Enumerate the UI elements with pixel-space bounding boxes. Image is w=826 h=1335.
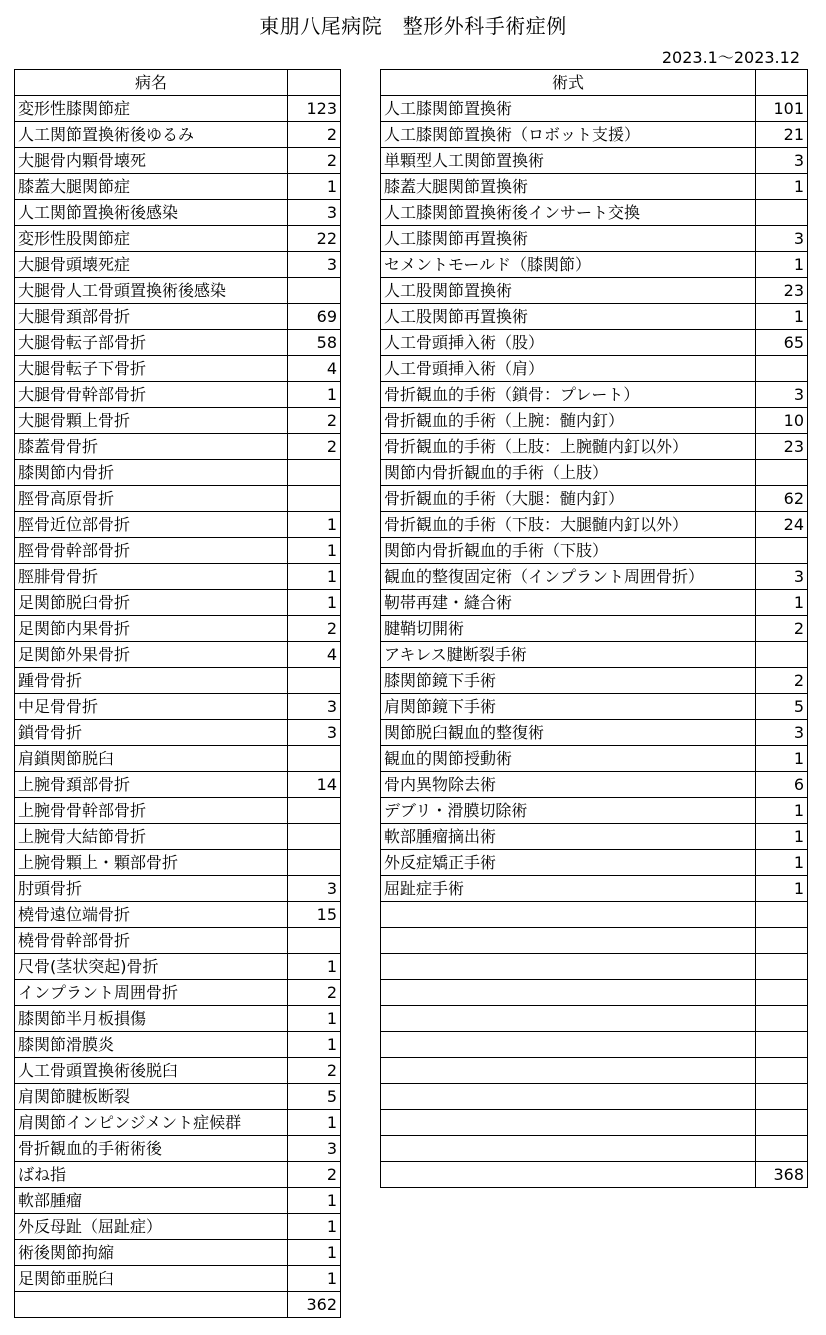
table-row [15,512,341,538]
diagnosis-count-cell [288,850,341,876]
procedure-name-cell [381,928,756,954]
diagnosis-name-cell: 大腿骨頭壊死症 [15,252,288,278]
procedure-name-cell [381,954,756,980]
diagnosis-name-cell: 踵骨骨折 [15,668,288,694]
table-row [381,304,808,330]
procedure-count-cell [756,1084,808,1110]
diagnosis-count-cell: 2 [288,1058,341,1084]
table-row [381,538,808,564]
diagnosis-name-cell: 人工骨頭置換術後脱臼 [15,1058,288,1084]
procedure-count-cell: 1 [756,252,808,278]
table-row [15,278,341,304]
diagnosis-count-cell: 4 [288,356,341,382]
diagnosis-count-cell: 58 [288,330,341,356]
diagnosis-name-cell: 膝関節内骨折 [15,460,288,486]
procedure-name-cell [381,902,756,928]
diagnosis-count-cell: 1 [288,1214,341,1240]
diagnosis-name-cell: 大腿骨頚部骨折 [15,304,288,330]
procedure-name-cell [381,980,756,1006]
table-row [15,1240,341,1266]
procedure-name-cell [381,1032,756,1058]
diagnosis-name-cell: 足関節外果骨折 [15,642,288,668]
procedure-name-cell [381,1058,756,1084]
diagnosis-name-cell: 外反母趾（屈趾症） [15,1214,288,1240]
table-row [15,1136,341,1162]
diagnosis-total-label-cell [15,1292,288,1318]
diagnosis-count-cell: 3 [288,252,341,278]
procedure-count-cell: 1 [756,798,808,824]
table-row [15,538,341,564]
diagnosis-name-cell: 中足骨骨折 [15,694,288,720]
diagnosis-count-cell: 4 [288,642,341,668]
table-row [15,252,341,278]
procedure-total-value: 368 [756,1162,808,1188]
procedure-name-cell: 人工骨頭挿入術（股） [381,330,756,356]
diagnosis-name-cell: 足関節脱臼骨折 [15,590,288,616]
diagnosis-total-value: 362 [288,1292,341,1318]
diagnosis-table [14,69,341,1318]
diagnosis-name-cell: 骨折観血的手術術後 [15,1136,288,1162]
procedure-name-cell: 骨折観血的手術（鎖骨：プレート） [381,382,756,408]
procedure-count-cell [756,200,808,226]
diagnosis-name-cell: 尺骨(茎状突起)骨折 [15,954,288,980]
diagnosis-count-cell: 123 [288,96,341,122]
procedure-count-cell [756,1006,808,1032]
table-row [15,148,341,174]
diagnosis-name-cell: 橈骨骨幹部骨折 [15,928,288,954]
diagnosis-total-row [15,1292,341,1318]
procedure-count-cell: 3 [756,382,808,408]
procedure-name-cell: 膝蓋大腿関節置換術 [381,174,756,200]
table-row [381,616,808,642]
table-row [15,1110,341,1136]
diagnosis-name-cell: 大腿骨内顆骨壊死 [15,148,288,174]
procedure-name-cell: 外反症矯正手術 [381,850,756,876]
table-row [381,980,808,1006]
table-row [15,1266,341,1292]
table-row [15,304,341,330]
table-row [15,1032,341,1058]
table-row [15,96,341,122]
table-row [381,590,808,616]
table-row [15,1006,341,1032]
procedure-count-cell [756,1110,808,1136]
diagnosis-header-cell: 病名 [15,70,288,96]
procedure-name-cell: 骨折観血的手術（下肢：大腿髄内釘以外） [381,512,756,538]
table-row [15,226,341,252]
diagnosis-count-cell: 1 [288,1188,341,1214]
table-row [15,1214,341,1240]
table-row [15,434,341,460]
diagnosis-name-cell: 足関節内果骨折 [15,616,288,642]
procedure-count-cell: 62 [756,486,808,512]
table-row [381,850,808,876]
table-row [381,798,808,824]
table-row [15,954,341,980]
table-row [15,1162,341,1188]
diagnosis-count-cell: 14 [288,772,341,798]
diagnosis-name-cell: 肘頭骨折 [15,876,288,902]
procedure-name-cell [381,1110,756,1136]
diagnosis-name-cell: 変形性股関節症 [15,226,288,252]
table-row [381,486,808,512]
procedure-name-cell: 骨折観血的手術（上腕：髄内釘） [381,408,756,434]
diagnosis-count-cell: 3 [288,694,341,720]
diagnosis-count-cell: 69 [288,304,341,330]
diagnosis-count-cell: 1 [288,382,341,408]
procedure-count-cell [756,980,808,1006]
table-row [381,148,808,174]
procedure-name-cell: 人工膝関節置換術（ロボット支援） [381,122,756,148]
diagnosis-count-cell [288,928,341,954]
diagnosis-count-cell: 22 [288,226,341,252]
diagnosis-name-cell: 変形性膝関節症 [15,96,288,122]
procedure-count-cell: 3 [756,148,808,174]
table-row [15,200,341,226]
diagnosis-count-cell: 2 [288,616,341,642]
diagnosis-count-cell: 2 [288,980,341,1006]
diagnosis-count-cell [288,486,341,512]
procedure-count-cell: 1 [756,590,808,616]
table-row [15,616,341,642]
procedure-name-cell: 骨内異物除去術 [381,772,756,798]
table-row [15,590,341,616]
procedure-name-cell: 腱鞘切開術 [381,616,756,642]
table-row [381,382,808,408]
diagnosis-count-cell: 1 [288,1006,341,1032]
procedure-count-cell [756,642,808,668]
procedure-header-row [381,70,808,96]
diagnosis-name-cell: ばね指 [15,1162,288,1188]
diagnosis-name-cell: 肩鎖関節脱臼 [15,746,288,772]
diagnosis-name-cell: 上腕骨大結節骨折 [15,824,288,850]
procedure-name-cell [381,1136,756,1162]
procedure-name-cell: 関節内骨折観血的手術（上肢） [381,460,756,486]
table-row [381,330,808,356]
procedure-name-cell: 屈趾症手術 [381,876,756,902]
table-row [381,460,808,486]
diagnosis-count-cell [288,460,341,486]
diagnosis-count-cell: 2 [288,1162,341,1188]
diagnosis-name-cell: 大腿骨人工骨頭置換術後感染 [15,278,288,304]
table-row [381,1006,808,1032]
table-row [381,668,808,694]
diagnosis-name-cell: 鎖骨骨折 [15,720,288,746]
procedure-name-cell: 人工膝関節置換術 [381,96,756,122]
procedure-name-cell: 人工股関節置換術 [381,278,756,304]
table-row [15,460,341,486]
table-row [381,928,808,954]
table-row [381,434,808,460]
table-row [381,1110,808,1136]
table-row [15,382,341,408]
table-row [381,174,808,200]
procedure-count-cell [756,954,808,980]
diagnosis-count-cell: 15 [288,902,341,928]
procedure-name-cell: 肩関節鏡下手術 [381,694,756,720]
table-row [15,642,341,668]
diagnosis-count-cell: 1 [288,564,341,590]
diagnosis-name-cell: 脛腓骨骨折 [15,564,288,590]
procedure-name-cell: 単顆型人工関節置換術 [381,148,756,174]
table-row [15,876,341,902]
table-row [381,720,808,746]
table-row [15,850,341,876]
table-row [15,798,341,824]
procedure-name-cell: 軟部腫瘤摘出術 [381,824,756,850]
diagnosis-count-cell: 1 [288,174,341,200]
diagnosis-count-cell: 1 [288,1110,341,1136]
table-row [381,642,808,668]
procedure-name-cell [381,1006,756,1032]
procedure-count-cell: 3 [756,226,808,252]
diagnosis-name-cell: 上腕骨骨幹部骨折 [15,798,288,824]
diagnosis-count-cell [288,668,341,694]
table-row [15,720,341,746]
table-row [15,356,341,382]
table-row [15,174,341,200]
diagnosis-count-cell: 3 [288,720,341,746]
procedure-count-cell [756,1058,808,1084]
diagnosis-name-cell: 橈骨遠位端骨折 [15,902,288,928]
table-row [381,772,808,798]
procedure-count-cell [756,1136,808,1162]
table-row [15,980,341,1006]
procedure-count-cell: 5 [756,694,808,720]
procedure-name-cell: 骨折観血的手術（上肢：上腕髄内釘以外） [381,434,756,460]
table-row [15,1058,341,1084]
procedure-name-cell: アキレス腱断裂手術 [381,642,756,668]
procedure-count-cell: 65 [756,330,808,356]
procedure-count-cell: 2 [756,616,808,642]
procedure-name-cell: セメントモールド（膝関節） [381,252,756,278]
procedure-total-label-cell [381,1162,756,1188]
table-row [15,330,341,356]
procedure-name-cell: 関節脱臼観血的整復術 [381,720,756,746]
procedure-name-cell: 骨折観血的手術（大腿：髄内釘） [381,486,756,512]
table-row [15,824,341,850]
procedure-name-cell: 人工膝関節置換術後インサート交換 [381,200,756,226]
period-label: 2023.1～2023.12 [661,48,800,67]
procedure-count-cell: 23 [756,278,808,304]
procedure-count-cell: 3 [756,564,808,590]
table-row [15,746,341,772]
diagnosis-name-cell: 上腕骨頚部骨折 [15,772,288,798]
diagnosis-name-cell: 膝蓋骨骨折 [15,434,288,460]
diagnosis-name-cell: 大腿骨顆上骨折 [15,408,288,434]
table-row [15,486,341,512]
diagnosis-name-cell: 脛骨高原骨折 [15,486,288,512]
procedure-count-cell: 24 [756,512,808,538]
diagnosis-count-cell: 1 [288,538,341,564]
table-row [381,356,808,382]
table-row [381,1058,808,1084]
procedure-name-cell: 靭帯再建・縫合術 [381,590,756,616]
diagnosis-name-cell: 人工関節置換術後ゆるみ [15,122,288,148]
table-row [381,694,808,720]
procedure-count-cell: 10 [756,408,808,434]
procedure-name-cell: 観血的整復固定術（インプラント周囲骨折） [381,564,756,590]
procedure-name-cell: デブリ・滑膜切除術 [381,798,756,824]
diagnosis-header-row [15,70,341,96]
procedure-count-cell [756,538,808,564]
diagnosis-name-cell: 人工関節置換術後感染 [15,200,288,226]
table-row [15,694,341,720]
procedure-name-cell: 人工骨頭挿入術（肩） [381,356,756,382]
diagnosis-name-cell: 肩関節腱板断裂 [15,1084,288,1110]
table-row [381,512,808,538]
diagnosis-name-cell: 術後関節拘縮 [15,1240,288,1266]
page-title: 東朋八尾病院 整形外科手術症例 [259,14,567,38]
table-row [15,408,341,434]
procedure-count-cell: 23 [756,434,808,460]
table-row [381,200,808,226]
diagnosis-count-cell: 2 [288,408,341,434]
diagnosis-count-cell [288,824,341,850]
procedure-total-row [381,1162,808,1188]
diagnosis-count-cell: 2 [288,148,341,174]
diagnosis-name-cell: 肩関節インピンジメント症候群 [15,1110,288,1136]
diagnosis-count-cell: 3 [288,200,341,226]
procedure-count-cell [756,460,808,486]
table-row [15,772,341,798]
procedure-count-cell [756,902,808,928]
procedure-name-cell [381,1084,756,1110]
table-row [15,902,341,928]
procedure-name-cell: 膝関節鏡下手術 [381,668,756,694]
diagnosis-name-cell: 大腿骨骨幹部骨折 [15,382,288,408]
diagnosis-name-cell: 脛骨近位部骨折 [15,512,288,538]
procedure-table [380,69,808,1188]
procedure-count-cell: 6 [756,772,808,798]
table-row [381,408,808,434]
diagnosis-name-cell: 脛骨骨幹部骨折 [15,538,288,564]
diagnosis-count-cell: 1 [288,1240,341,1266]
procedure-header-cell [756,70,808,96]
table-row [381,564,808,590]
diagnosis-name-cell: 大腿骨転子部骨折 [15,330,288,356]
table-row [381,954,808,980]
table-row [381,1084,808,1110]
procedure-count-cell [756,928,808,954]
procedure-count-cell: 1 [756,876,808,902]
procedure-count-cell: 1 [756,850,808,876]
procedure-count-cell [756,356,808,382]
diagnosis-count-cell: 2 [288,122,341,148]
procedure-name-cell: 人工股関節再置換術 [381,304,756,330]
procedure-count-cell: 1 [756,304,808,330]
diagnosis-count-cell: 1 [288,512,341,538]
table-row [381,252,808,278]
diagnosis-count-cell: 1 [288,954,341,980]
procedure-count-cell: 3 [756,720,808,746]
procedure-count-cell: 21 [756,122,808,148]
table-row [15,1188,341,1214]
diagnosis-name-cell: 足関節亜脱臼 [15,1266,288,1292]
table-row [381,746,808,772]
diagnosis-count-cell [288,278,341,304]
diagnosis-count-cell [288,798,341,824]
table-row [15,1084,341,1110]
table-row [381,1032,808,1058]
procedure-count-cell: 101 [756,96,808,122]
procedure-count-cell: 1 [756,824,808,850]
table-row [15,564,341,590]
diagnosis-name-cell: 上腕骨顆上・顆部骨折 [15,850,288,876]
table-row [15,928,341,954]
procedure-name-cell: 観血的関節授動術 [381,746,756,772]
table-row [381,122,808,148]
diagnosis-name-cell: インプラント周囲骨折 [15,980,288,1006]
procedure-count-cell [756,1032,808,1058]
procedure-count-cell: 1 [756,746,808,772]
procedure-count-cell: 1 [756,174,808,200]
diagnosis-name-cell: 軟部腫瘤 [15,1188,288,1214]
table-row [15,668,341,694]
procedure-header-cell: 術式 [381,70,756,96]
table-row [381,1136,808,1162]
diagnosis-header-cell [288,70,341,96]
table-row [15,122,341,148]
diagnosis-count-cell: 3 [288,1136,341,1162]
table-row [381,96,808,122]
procedure-count-cell: 2 [756,668,808,694]
table-row [381,226,808,252]
diagnosis-name-cell: 膝関節半月板損傷 [15,1006,288,1032]
table-row [381,824,808,850]
diagnosis-count-cell: 1 [288,1266,341,1292]
table-row [381,876,808,902]
diagnosis-name-cell: 膝関節滑膜炎 [15,1032,288,1058]
procedure-name-cell: 人工膝関節再置換術 [381,226,756,252]
diagnosis-count-cell [288,746,341,772]
diagnosis-count-cell: 3 [288,876,341,902]
diagnosis-count-cell: 2 [288,434,341,460]
diagnosis-count-cell: 1 [288,1032,341,1058]
diagnosis-name-cell: 膝蓋大腿関節症 [15,174,288,200]
procedure-name-cell: 関節内骨折観血的手術（下肢） [381,538,756,564]
table-row [381,902,808,928]
table-row [381,278,808,304]
diagnosis-count-cell: 1 [288,590,341,616]
diagnosis-name-cell: 大腿骨転子下骨折 [15,356,288,382]
diagnosis-count-cell: 5 [288,1084,341,1110]
